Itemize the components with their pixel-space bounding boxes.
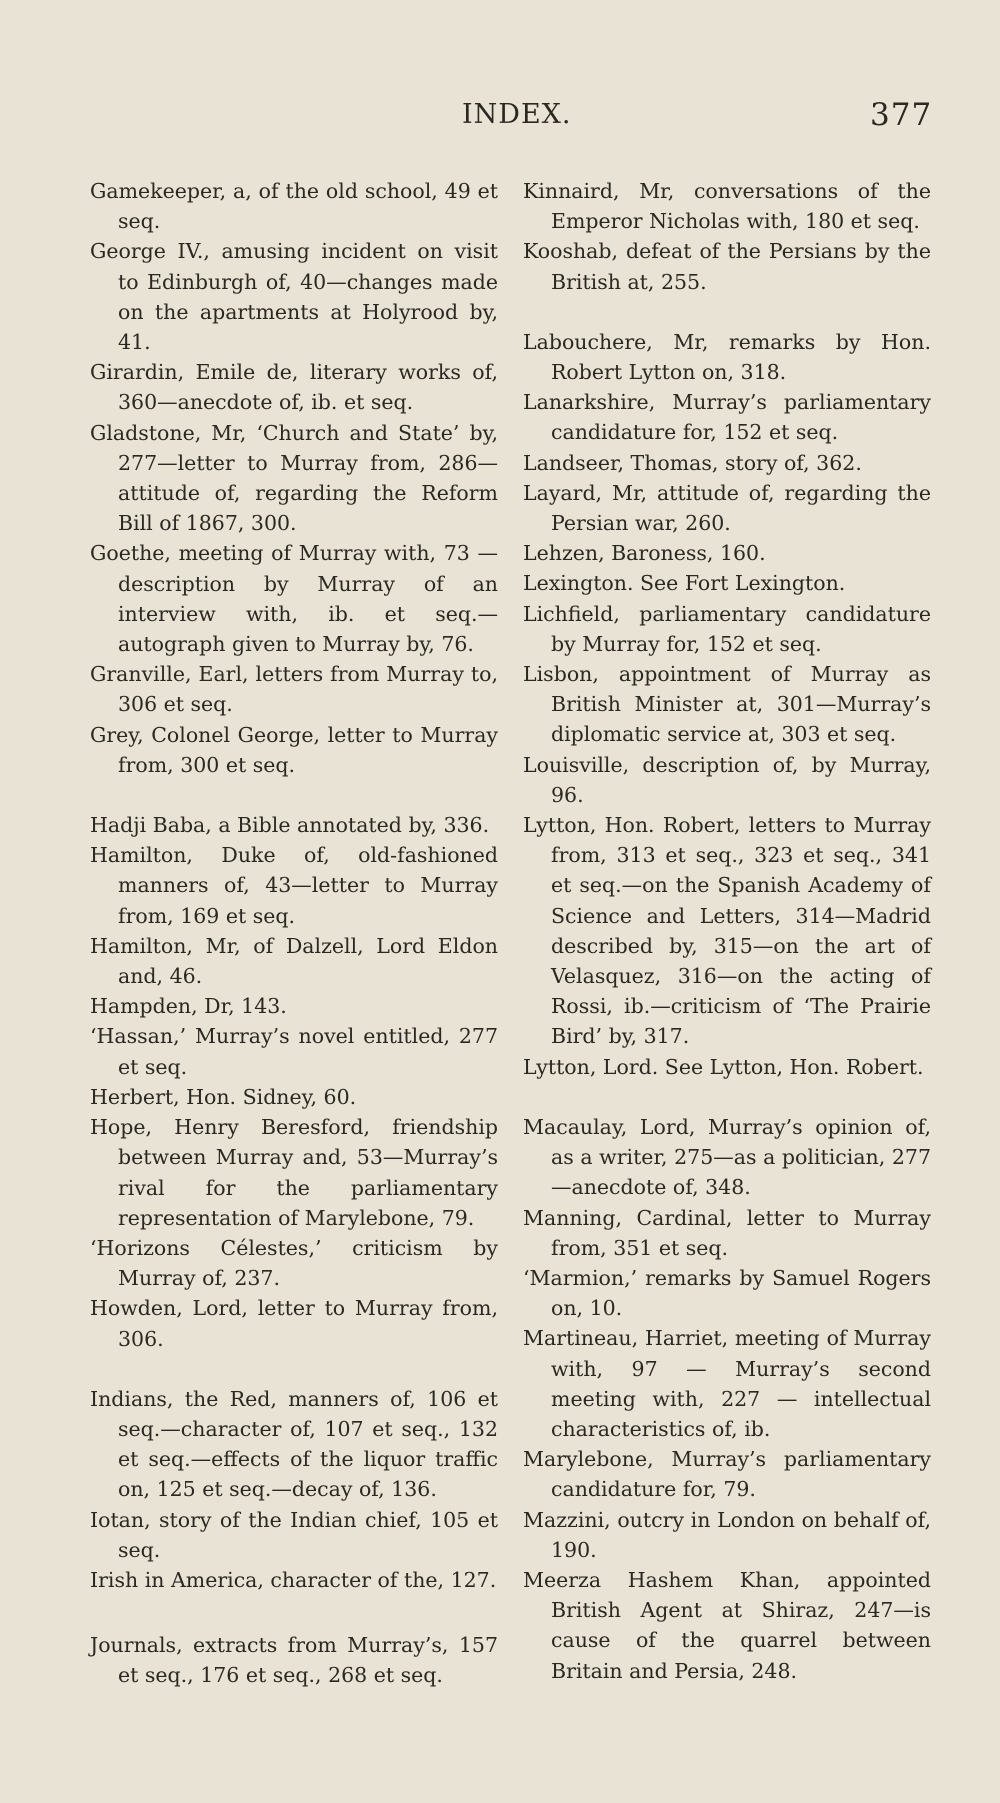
left-column (90, 176, 498, 1691)
index-entry: Journals, extracts from Murray’s, 157 et seq., 176 et seq., 268 et seq. (90, 1633, 498, 1688)
index-entry: Kinnaird, Mr, conversations of the Emperor Nicholas with, 180 et seq. (523, 179, 931, 234)
running-head: INDEX. (462, 99, 572, 130)
index-entry: Layard, Mr, attitude of, regarding the Persian war, 260. (523, 480, 931, 536)
index-entry: Meerza Hashem Khan, appointed British Agent at Shiraz, 247—is cause of the quarrel between Britain and Persia, 248. (523, 1567, 931, 1683)
index-entry: Manning, Cardinal, letter to Murray from, 351 et seq. (523, 1205, 931, 1260)
index-entry: Indians, the Red, manners of, 106 et seq.—character of, 107 et seq., 132 et seq.—effects of the liquor traffic on, 125 et seq.—decay of, 136. (90, 1386, 498, 1502)
index-entry: Irish in America, character of the, 127. (90, 1567, 497, 1592)
index-entry: Hope, Henry Beresford, friendship between Murray and, 53—Murray’s rival for the parliamentary representation of Marylebone, 79. (90, 1115, 498, 1230)
index-entry: Labouchere, Mr, remarks by Hon. Robert Lytton on, 318. (523, 329, 931, 385)
index-entry: Girardin, Emile de, literary works of, 360—anecdote of, ib. et seq. (90, 360, 498, 415)
index-entry: Kooshab, defeat of the Persians by the British at, 255. (523, 239, 931, 294)
index-entry: Gamekeeper, a, of the old school, 49 et seq. (90, 179, 498, 234)
index-entry: Goethe, meeting of Murray with, 73 — description by Murray of an interview with, ib. et seq.—autograph given to Murray by, 76. (90, 541, 498, 657)
index-entry: Marylebone, Murray’s parliamentary candidature for, 79. (523, 1447, 931, 1502)
index-entry: Mazzini, outcry in London on behalf of, 190. (523, 1507, 931, 1562)
index-entry: Hamilton, Duke of, old-fashioned manners of, 43—letter to Murray from, 169 et seq. (90, 843, 498, 928)
index-entry: Lexington. See Fort Lexington. (523, 571, 846, 596)
index-entry: Lichfield, parliamentary candidature by Murray for, 152 et seq. (523, 601, 931, 656)
page-number: 377 (870, 97, 933, 133)
index-entry: Granville, Earl, letters from Murray to, 306 et seq. (90, 662, 498, 717)
index-entry: ‘Horizons Célestes,’ criticism by Murray of, 237. (90, 1235, 498, 1291)
index-entry: Louisville, description of, by Murray, 96. (523, 752, 931, 807)
index-entry: Lytton, Hon. Robert, letters to Murray from, 313 et seq., 323 et seq., 341 et seq.—on the Spanish Academy of Science and Letters, 314—Madrid described by, 315—on the art of Velasquez, 316—on the acting of Rossi, ib.—criticism of ‘The Prairie Bird’ by, 317. (523, 813, 931, 1049)
index-entry: Hadji Baba, a Bible annotated by, 336. (90, 813, 490, 838)
index-entry: Macaulay, Lord, Murray’s opinion of, as a writer, 275—as a politician, 277—anecdote of, 348. (523, 1114, 931, 1200)
index-entry: Martineau, Harriet, meeting of Murray with, 97 — Murray’s second meeting with, 227 — intellectual characteristics of, ib. (523, 1326, 931, 1441)
index-entry: Herbert, Hon. Sidney, 60. (90, 1084, 357, 1109)
right-column (523, 176, 931, 1686)
index-entry: Lanarkshire, Murray’s parliamentary candidature for, 152 et seq. (523, 390, 931, 445)
index-entry: Gladstone, Mr, ‘Church and State’ by, 277—letter to Murray from, 286—attitude of, regarding the Reform Bill of 1867, 300. (90, 420, 498, 536)
index-entry: Landseer, Thomas, story of, 362. (523, 450, 862, 475)
index-entry: Lytton, Lord. See Lytton, Hon. Robert. (523, 1054, 924, 1079)
index-entry: Iotan, story of the Indian chief, 105 et seq. (90, 1507, 498, 1562)
index-entry: ‘Hassan,’ Murray’s novel entitled, 277 et seq. (90, 1024, 498, 1079)
index-entry: Hamilton, Mr, of Dalzell, Lord Eldon and, 46. (90, 933, 498, 989)
index-entry: George IV., amusing incident on visit to Edinburgh of, 40—changes made on the apartments at Holyrood by, 41. (90, 239, 498, 355)
index-entry: ‘Marmion,’ remarks by Samuel Rogers on, 10. (523, 1265, 931, 1321)
index-entry: Lehzen, Baroness, 160. (523, 541, 766, 566)
index-entry: Howden, Lord, letter to Murray from, 306. (90, 1296, 498, 1351)
index-entry: Hampden, Dr, 143. (90, 994, 287, 1019)
index-entry: Grey, Colonel George, letter to Murray from, 300 et seq. (90, 722, 498, 777)
index-entry: Lisbon, appointment of Murray as British Minister at, 301—Murray’s diplomatic service at, 303 et seq. (523, 662, 931, 747)
